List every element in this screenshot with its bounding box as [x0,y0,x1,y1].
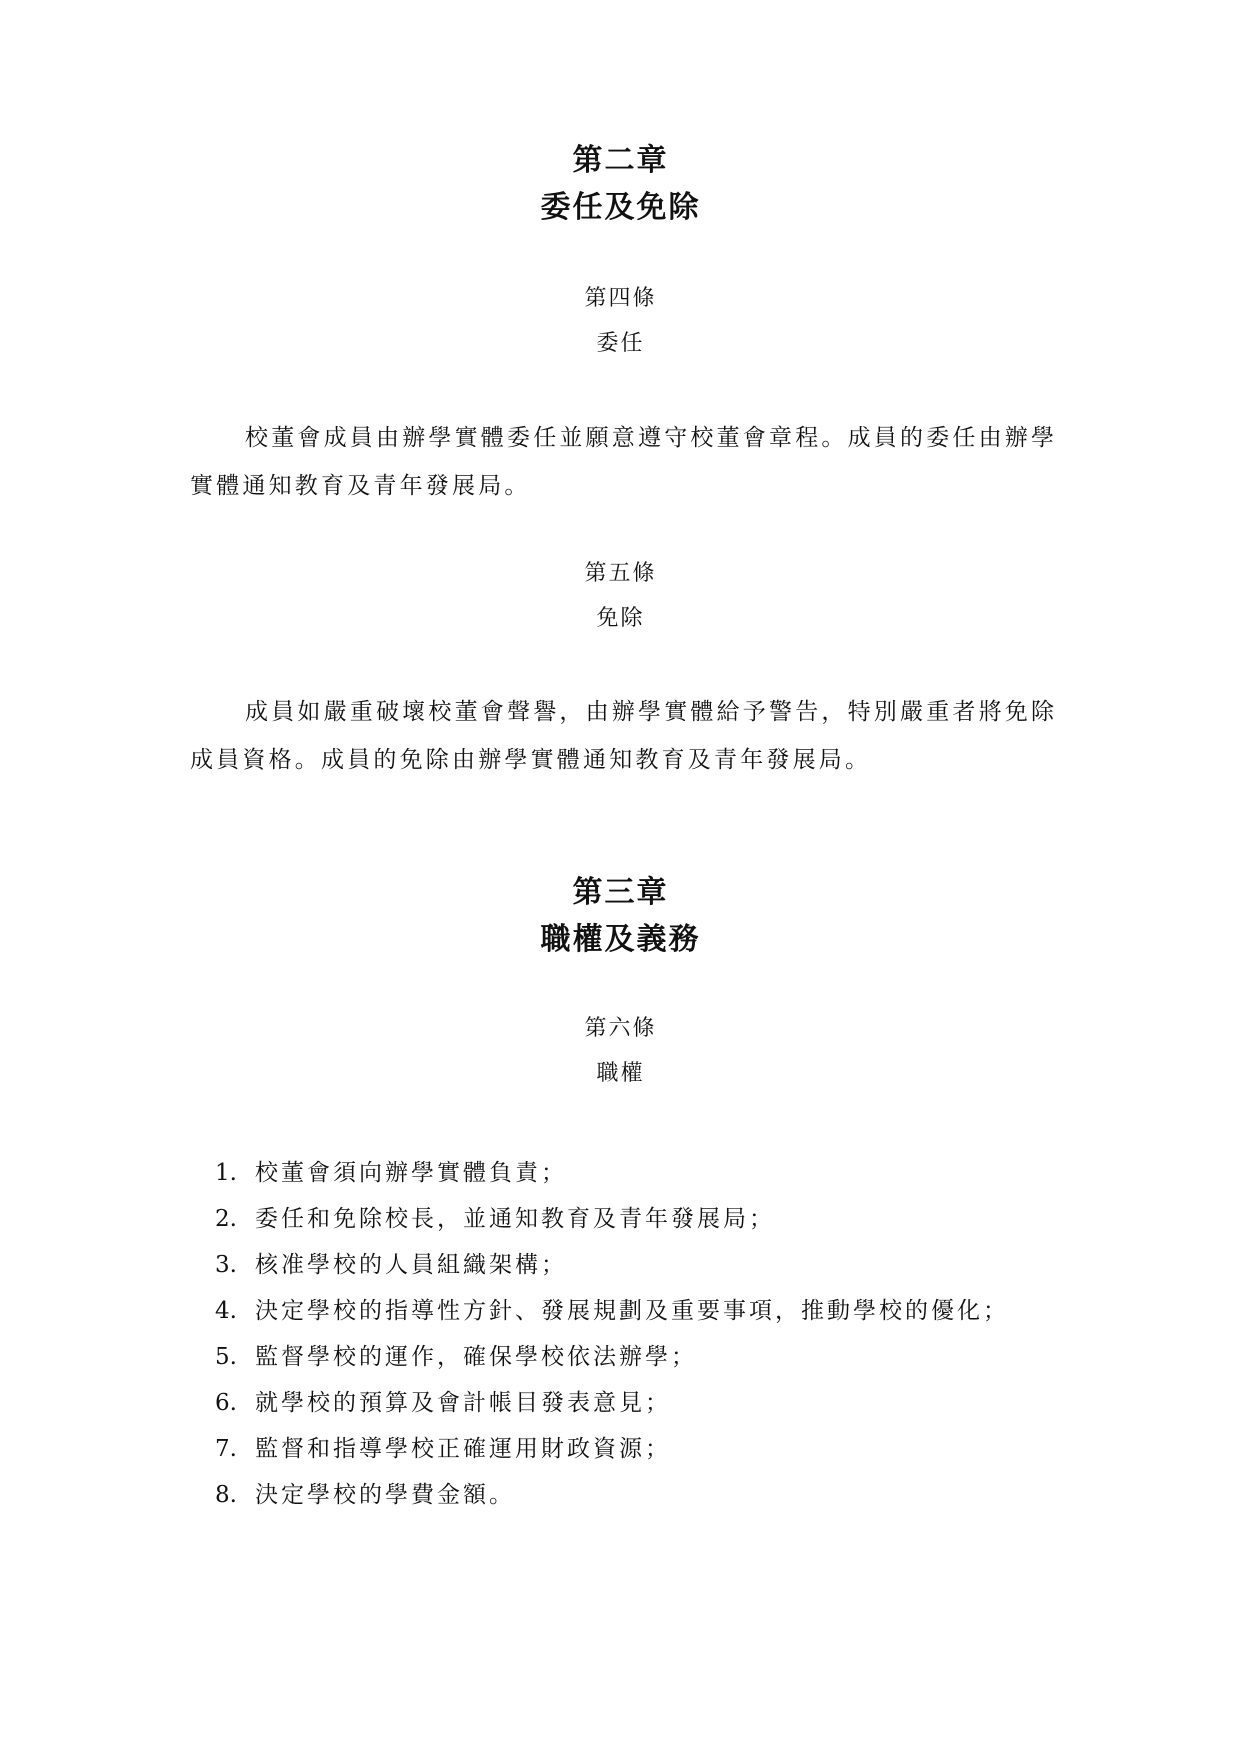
list-item-number: 8. [215,1482,237,1508]
list-item-number: 6. [215,1390,237,1416]
list-item-number: 5. [215,1344,237,1370]
list-item [215,1242,1009,1288]
list-item [215,1196,1009,1242]
article-5-title: 免除 [596,606,645,631]
list-item-text: 監督學校的運作，確保學校依法辦學； [255,1344,697,1370]
list-item [215,1288,1009,1334]
list-item [215,1150,1009,1196]
list-item-number: 1. [215,1160,237,1186]
article-6-title: 職權 [596,1061,645,1086]
chapter-2-title: 委任及免除 [540,190,701,225]
list-item [215,1426,1009,1472]
list-item-text: 校董會須向辦學實體負責； [255,1160,567,1186]
article-5-number: 第五條 [584,561,657,586]
list-item-number: 4. [215,1298,237,1324]
article-4-number: 第四條 [584,286,657,311]
article-4-text: 校董會成員由辦學實體委任並願意遵守校董會章程。成員的委任由辦學實體通知教育及青年發展局。 [190,425,1058,499]
chapter-3-title: 職權及義務 [540,922,701,957]
list-item [215,1472,1009,1518]
article-6-number: 第六條 [584,1016,657,1041]
list-item-text: 決定學校的指導性方針、發展規劃及重要事項，推動學校的優化； [255,1298,1009,1324]
article-5-text: 成員如嚴重破壞校董會聲譽，由辦學實體給予警告，特別嚴重者將免除成員資格。成員的免除由辦學實體通知教育及青年發展局。 [190,699,1058,773]
list-item-number: 2. [215,1206,237,1232]
list-item [215,1334,1009,1380]
list-item-text: 委任和免除校長，並通知教育及青年發展局； [255,1206,775,1232]
list-item-text: 決定學校的學費金額。 [255,1482,515,1508]
list-item-number: 3. [215,1252,237,1278]
list-item-number: 7. [215,1436,237,1462]
list-item-text: 核准學校的人員組織架構； [255,1252,567,1278]
article-4-title: 委任 [596,331,645,356]
list-item [215,1380,1009,1426]
chapter-3-number: 第三章 [572,875,669,910]
list-item-text: 就學校的預算及會計帳目發表意見； [255,1390,671,1416]
list-item-text: 監督和指導學校正確運用財政資源； [255,1436,671,1462]
chapter-2-number: 第二章 [572,143,669,178]
duty-list [215,1150,1009,1518]
